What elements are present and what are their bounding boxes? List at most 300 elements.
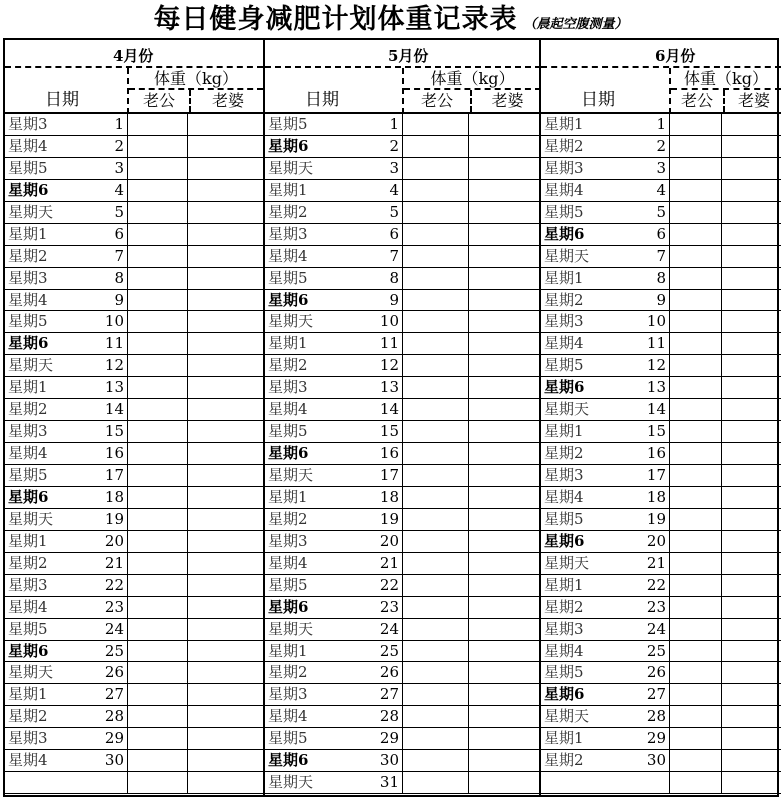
table-row	[541, 290, 781, 312]
husband-weight-cell[interactable]	[669, 202, 721, 223]
husband-weight-cell[interactable]	[669, 772, 721, 793]
husband-weight-cell[interactable]	[669, 487, 721, 508]
wife-weight-cell[interactable]	[721, 202, 781, 223]
wife-weight-cell[interactable]	[187, 158, 263, 179]
table-row	[541, 750, 781, 772]
weekday-cell: 星期3	[8, 115, 48, 133]
weekday-cell: 星期5	[8, 619, 48, 638]
day-number-cell: 21	[104, 553, 124, 572]
husband-weight-cell[interactable]	[669, 619, 721, 640]
wife-weight-cell[interactable]	[721, 180, 781, 201]
weekday-cell: 星期4	[268, 246, 308, 265]
day-number-cell: 20	[379, 531, 399, 550]
husband-weight-cell[interactable]	[402, 531, 468, 552]
wife-weight-cell[interactable]	[721, 158, 781, 179]
wife-weight-cell[interactable]	[721, 224, 781, 245]
husband-weight-cell[interactable]	[127, 684, 187, 705]
day-number-cell: 4	[389, 180, 399, 199]
wife-weight-cell[interactable]	[187, 597, 263, 618]
wife-weight-cell[interactable]	[468, 575, 541, 596]
husband-weight-cell[interactable]	[402, 728, 468, 749]
husband-weight-cell[interactable]	[402, 750, 468, 771]
weekday-cell: 星期1	[8, 224, 48, 243]
husband-weight-cell[interactable]	[669, 465, 721, 486]
day-number-cell: 10	[379, 312, 399, 331]
date-header-label: 日期	[305, 90, 339, 110]
weekday-cell: 星期天	[544, 400, 590, 419]
wife-weight-cell[interactable]	[187, 750, 263, 771]
wife-weight-cell[interactable]	[721, 487, 781, 508]
weekday-cell: 星期天	[268, 312, 314, 331]
weekday-cell: 星期2	[8, 553, 48, 572]
weekday-cell: 星期天	[8, 663, 54, 682]
wife-weight-cell[interactable]	[468, 509, 541, 530]
wife-weight-cell[interactable]	[468, 202, 541, 223]
wife-weight-cell[interactable]	[721, 355, 781, 376]
husband-weight-cell[interactable]	[402, 224, 468, 245]
weekday-cell: 星期3	[8, 729, 48, 748]
husband-weight-cell[interactable]	[669, 553, 721, 574]
weekday-cell: 星期2	[544, 444, 584, 463]
husband-weight-cell[interactable]	[669, 706, 721, 727]
husband-weight-cell[interactable]	[402, 158, 468, 179]
wife-weight-cell[interactable]	[187, 509, 263, 530]
wife-weight-cell[interactable]	[468, 728, 541, 749]
day-number-cell: 7	[656, 246, 666, 265]
month-header	[265, 40, 541, 68]
husband-weight-cell[interactable]	[127, 706, 187, 727]
husband-weight-cell[interactable]	[127, 575, 187, 596]
husband-weight-cell[interactable]	[402, 421, 468, 442]
table-row	[5, 202, 263, 224]
husband-weight-cell[interactable]	[127, 465, 187, 486]
table-row	[265, 706, 541, 728]
wife-weight-cell[interactable]	[721, 246, 781, 267]
date-header	[5, 68, 127, 114]
wife-weight-cell[interactable]	[721, 399, 781, 420]
wife-weight-cell[interactable]	[468, 158, 541, 179]
wife-weight-cell[interactable]	[468, 465, 541, 486]
wife-weight-cell[interactable]	[187, 684, 263, 705]
wife-weight-cell[interactable]	[187, 553, 263, 574]
wife-weight-cell[interactable]	[187, 465, 263, 486]
weekday-cell: 星期2	[544, 751, 584, 770]
wife-weight-cell[interactable]	[187, 377, 263, 398]
wife-weight-cell[interactable]	[721, 443, 781, 464]
table-row	[265, 180, 541, 202]
husband-weight-cell[interactable]	[127, 333, 187, 354]
wife-weight-cell[interactable]	[187, 311, 263, 332]
table-row	[265, 553, 541, 575]
husband-weight-cell[interactable]	[669, 268, 721, 289]
husband-weight-cell[interactable]	[669, 224, 721, 245]
wife-weight-cell[interactable]	[468, 355, 541, 376]
wife-weight-cell[interactable]	[187, 421, 263, 442]
weekday-cell: 星期2	[8, 707, 48, 726]
husband-weight-cell[interactable]	[402, 246, 468, 267]
table-row	[541, 684, 781, 706]
wife-weight-cell[interactable]	[187, 772, 263, 793]
weekday-cell: 星期5	[268, 422, 308, 441]
wife-weight-cell[interactable]	[721, 114, 781, 135]
wife-weight-cell[interactable]	[721, 268, 781, 289]
husband-weight-cell[interactable]	[402, 684, 468, 705]
weekday-cell: 星期6	[544, 224, 585, 243]
table-row	[5, 268, 263, 290]
wife-weight-cell[interactable]	[721, 333, 781, 354]
wife-weight-cell[interactable]	[468, 268, 541, 289]
weekday-cell: 星期6	[268, 597, 309, 616]
table-row	[541, 355, 781, 377]
husband-weight-cell[interactable]	[402, 180, 468, 201]
table-row	[265, 465, 541, 487]
wife-weight-cell[interactable]	[187, 706, 263, 727]
weekday-cell: 星期2	[8, 400, 48, 419]
wife-weight-cell[interactable]	[721, 531, 781, 552]
table-row	[5, 355, 263, 377]
husband-weight-cell[interactable]	[669, 575, 721, 596]
husband-weight-cell[interactable]	[127, 619, 187, 640]
month-block	[263, 40, 541, 797]
wife-weight-cell[interactable]	[187, 290, 263, 311]
wife-weight-cell[interactable]	[187, 487, 263, 508]
wife-weight-cell[interactable]	[187, 728, 263, 749]
wife-weight-cell[interactable]	[187, 246, 263, 267]
weekday-cell: 星期4	[544, 641, 584, 660]
weekday-cell: 星期5	[268, 268, 308, 287]
table-row	[5, 246, 263, 268]
husband-weight-cell[interactable]	[127, 399, 187, 420]
wife-weight-cell[interactable]	[187, 180, 263, 201]
husband-weight-cell[interactable]	[402, 619, 468, 640]
husband-weight-cell[interactable]	[127, 268, 187, 289]
wife-weight-cell[interactable]	[468, 224, 541, 245]
husband-weight-cell[interactable]	[669, 311, 721, 332]
husband-weight-cell[interactable]	[127, 662, 187, 683]
husband-weight-cell[interactable]	[402, 355, 468, 376]
husband-weight-cell[interactable]	[402, 706, 468, 727]
husband-weight-cell[interactable]	[127, 158, 187, 179]
husband-weight-cell[interactable]	[402, 443, 468, 464]
wife-weight-cell[interactable]	[187, 333, 263, 354]
weekday-cell: 星期天	[268, 773, 314, 792]
day-number-cell: 22	[646, 575, 666, 594]
husband-weight-cell[interactable]	[127, 421, 187, 442]
wife-weight-cell[interactable]	[468, 553, 541, 574]
husband-weight-cell[interactable]	[402, 597, 468, 618]
table-row	[5, 333, 263, 355]
table-row	[265, 224, 541, 246]
husband-weight-cell[interactable]	[669, 597, 721, 618]
husband-weight-cell[interactable]	[669, 180, 721, 201]
husband-weight-cell[interactable]	[669, 333, 721, 354]
wife-weight-cell[interactable]	[721, 684, 781, 705]
wife-weight-cell[interactable]	[187, 641, 263, 662]
husband-weight-cell[interactable]	[402, 487, 468, 508]
day-number-cell: 29	[104, 729, 124, 748]
weekday-cell: 星期6	[268, 136, 309, 155]
wife-weight-cell[interactable]	[721, 311, 781, 332]
day-number-cell: 20	[646, 531, 666, 550]
wife-weight-cell[interactable]	[721, 662, 781, 683]
page-subtitle: （晨起空腹测量）	[523, 17, 628, 32]
wife-weight-cell[interactable]	[721, 728, 781, 749]
wife-weight-cell[interactable]	[721, 509, 781, 530]
table-row	[541, 619, 781, 641]
wife-weight-cell[interactable]	[187, 114, 263, 135]
wife-weight-cell[interactable]	[468, 487, 541, 508]
weekday-cell: 星期2	[268, 356, 308, 375]
day-number-cell: 28	[646, 707, 666, 726]
husband-weight-cell[interactable]	[127, 531, 187, 552]
husband-weight-cell[interactable]	[669, 662, 721, 683]
day-number-cell: 15	[379, 422, 399, 441]
husband-weight-cell[interactable]	[127, 290, 187, 311]
husband-weight-cell[interactable]	[402, 290, 468, 311]
table-row	[265, 619, 541, 641]
husband-weight-cell[interactable]	[402, 399, 468, 420]
table-row	[5, 421, 263, 443]
husband-weight-cell[interactable]	[669, 684, 721, 705]
husband-weight-cell[interactable]	[127, 750, 187, 771]
table-row	[541, 421, 781, 443]
wife-weight-cell[interactable]	[468, 706, 541, 727]
table-row	[265, 290, 541, 312]
wife-weight-cell[interactable]	[187, 619, 263, 640]
wife-weight-cell[interactable]	[468, 311, 541, 332]
wife-weight-cell[interactable]	[187, 268, 263, 289]
wife-weight-cell[interactable]	[187, 399, 263, 420]
husband-weight-cell[interactable]	[669, 355, 721, 376]
wife-weight-cell[interactable]	[468, 597, 541, 618]
table-row	[541, 575, 781, 597]
page-title-area	[0, 0, 781, 38]
husband-weight-cell[interactable]	[402, 311, 468, 332]
husband-weight-cell[interactable]	[127, 597, 187, 618]
day-number-cell: 26	[646, 663, 666, 682]
husband-weight-cell[interactable]	[402, 202, 468, 223]
husband-weight-cell[interactable]	[127, 136, 187, 157]
wife-weight-cell[interactable]	[187, 224, 263, 245]
husband-weight-cell[interactable]	[127, 443, 187, 464]
wife-weight-cell[interactable]	[187, 355, 263, 376]
day-number-cell: 13	[646, 378, 666, 397]
weekday-cell: 星期3	[8, 422, 48, 441]
wife-weight-cell[interactable]	[468, 443, 541, 464]
husband-weight-cell[interactable]	[402, 333, 468, 354]
wife-weight-cell[interactable]	[468, 246, 541, 267]
table-row	[541, 465, 781, 487]
wife-weight-cell[interactable]	[468, 290, 541, 311]
table-row	[541, 268, 781, 290]
wife-weight-cell[interactable]	[468, 399, 541, 420]
day-number-cell: 2	[114, 136, 124, 155]
day-number-cell: 8	[389, 268, 399, 287]
wife-weight-cell[interactable]	[187, 662, 263, 683]
wife-weight-cell[interactable]	[468, 114, 541, 135]
husband-weight-cell[interactable]	[127, 180, 187, 201]
table-row	[541, 553, 781, 575]
weekday-cell: 星期6	[8, 180, 49, 199]
day-number-cell: 9	[389, 290, 399, 309]
day-number-cell: 30	[104, 751, 124, 770]
weekday-cell: 星期5	[8, 312, 48, 331]
day-number-cell: 13	[379, 378, 399, 397]
husband-weight-cell[interactable]	[669, 509, 721, 530]
day-number-cell: 7	[114, 246, 124, 265]
husband-weight-cell[interactable]	[669, 421, 721, 442]
husband-weight-cell[interactable]	[127, 114, 187, 135]
wife-weight-cell[interactable]	[468, 619, 541, 640]
table-row	[541, 443, 781, 465]
wife-weight-cell[interactable]	[721, 290, 781, 311]
wife-weight-cell[interactable]	[468, 180, 541, 201]
weekday-cell: 星期4	[268, 400, 308, 419]
weekday-cell: 星期2	[268, 663, 308, 682]
day-number-cell: 14	[646, 400, 666, 419]
table-row	[265, 597, 541, 619]
table-row	[5, 597, 263, 619]
weekday-cell: 星期1	[544, 115, 584, 133]
wife-weight-cell[interactable]	[468, 684, 541, 705]
wife-weight-cell[interactable]	[468, 421, 541, 442]
husband-weight-cell[interactable]	[402, 772, 468, 793]
husband-weight-cell[interactable]	[127, 224, 187, 245]
wife-weight-cell[interactable]	[721, 377, 781, 398]
weekday-cell: 星期4	[544, 180, 584, 199]
husband-weight-cell[interactable]	[669, 158, 721, 179]
husband-weight-cell[interactable]	[669, 728, 721, 749]
husband-weight-cell[interactable]	[669, 641, 721, 662]
husband-weight-cell[interactable]	[402, 575, 468, 596]
husband-weight-cell[interactable]	[127, 311, 187, 332]
weight-header-label: 体重（kg）	[129, 68, 263, 90]
wife-weight-cell[interactable]	[721, 465, 781, 486]
weekday-cell: 星期1	[544, 729, 584, 748]
husband-weight-cell[interactable]	[402, 268, 468, 289]
husband-weight-cell[interactable]	[669, 750, 721, 771]
husband-weight-cell[interactable]	[402, 377, 468, 398]
husband-weight-cell[interactable]	[669, 290, 721, 311]
wife-weight-cell[interactable]	[468, 662, 541, 683]
husband-weight-cell[interactable]	[127, 728, 187, 749]
wife-weight-cell[interactable]	[721, 575, 781, 596]
table-row	[265, 399, 541, 421]
husband-weight-cell[interactable]	[402, 641, 468, 662]
wife-weight-cell[interactable]	[187, 202, 263, 223]
table-row	[265, 333, 541, 355]
wife-weight-cell[interactable]	[721, 619, 781, 640]
husband-weight-cell[interactable]	[669, 246, 721, 267]
wife-weight-cell[interactable]	[721, 597, 781, 618]
date-header	[265, 68, 402, 114]
husband-weight-cell[interactable]	[669, 443, 721, 464]
table-row	[265, 443, 541, 465]
weekday-cell: 星期6	[8, 334, 49, 353]
husband-weight-cell[interactable]	[669, 377, 721, 398]
wife-weight-cell[interactable]	[721, 772, 781, 793]
husband-weight-cell[interactable]	[127, 553, 187, 574]
wife-weight-cell[interactable]	[721, 421, 781, 442]
wife-weight-cell[interactable]	[468, 750, 541, 771]
husband-weight-cell[interactable]	[669, 399, 721, 420]
table-row	[5, 399, 263, 421]
weekday-cell: 星期1	[8, 378, 48, 397]
husband-header: 老公	[420, 91, 453, 110]
husband-weight-cell[interactable]	[127, 355, 187, 376]
wife-weight-cell[interactable]	[468, 772, 541, 793]
day-number-cell: 20	[104, 531, 124, 550]
husband-weight-cell[interactable]	[669, 531, 721, 552]
record-table	[3, 38, 779, 797]
day-number-cell: 18	[646, 487, 666, 506]
table-row	[265, 377, 541, 399]
wife-weight-cell[interactable]	[468, 377, 541, 398]
wife-weight-cell[interactable]	[468, 136, 541, 157]
day-number-cell: 28	[104, 707, 124, 726]
husband-weight-cell[interactable]	[669, 114, 721, 135]
husband-weight-cell[interactable]	[402, 662, 468, 683]
husband-weight-cell[interactable]	[127, 641, 187, 662]
table-row	[265, 421, 541, 443]
day-number-cell: 28	[379, 707, 399, 726]
husband-weight-cell[interactable]	[402, 114, 468, 135]
husband-weight-cell[interactable]	[127, 202, 187, 223]
husband-weight-cell[interactable]	[402, 553, 468, 574]
husband-weight-cell[interactable]	[669, 136, 721, 157]
table-row	[541, 641, 781, 663]
wife-weight-cell[interactable]	[468, 333, 541, 354]
table-row	[5, 114, 263, 136]
wife-weight-cell[interactable]	[721, 136, 781, 157]
husband-weight-cell[interactable]	[127, 377, 187, 398]
wife-weight-cell[interactable]	[187, 443, 263, 464]
wife-weight-cell[interactable]	[721, 706, 781, 727]
husband-weight-cell[interactable]	[402, 465, 468, 486]
day-number-cell: 6	[114, 224, 124, 243]
day-number-cell: 5	[389, 202, 399, 221]
weekday-cell: 星期6	[268, 444, 309, 463]
weekday-cell: 星期4	[8, 597, 48, 616]
table-row	[265, 268, 541, 290]
day-number-cell: 27	[646, 685, 666, 704]
wife-weight-cell[interactable]	[187, 575, 263, 596]
weekday-cell: 星期4	[268, 553, 308, 572]
husband-weight-cell[interactable]	[402, 136, 468, 157]
day-number-cell: 15	[104, 422, 124, 441]
husband-weight-cell[interactable]	[402, 509, 468, 530]
wife-weight-cell[interactable]	[468, 531, 541, 552]
weekday-cell: 星期6	[268, 290, 309, 309]
weekday-cell: 星期3	[544, 158, 584, 177]
wife-weight-cell[interactable]	[721, 750, 781, 771]
table-row	[265, 684, 541, 706]
wife-weight-cell[interactable]	[187, 531, 263, 552]
husband-weight-cell[interactable]	[127, 246, 187, 267]
weight-header-label: 体重（kg）	[671, 68, 781, 90]
husband-weight-cell[interactable]	[127, 487, 187, 508]
table-row	[5, 311, 263, 333]
weekday-cell: 星期天	[8, 509, 54, 528]
wife-weight-cell[interactable]	[721, 641, 781, 662]
month-block	[539, 40, 781, 797]
wife-weight-cell[interactable]	[468, 641, 541, 662]
wife-weight-cell[interactable]	[187, 136, 263, 157]
table-row	[265, 158, 541, 180]
wife-weight-cell[interactable]	[721, 553, 781, 574]
husband-weight-cell[interactable]	[127, 772, 187, 793]
husband-weight-cell[interactable]	[127, 509, 187, 530]
